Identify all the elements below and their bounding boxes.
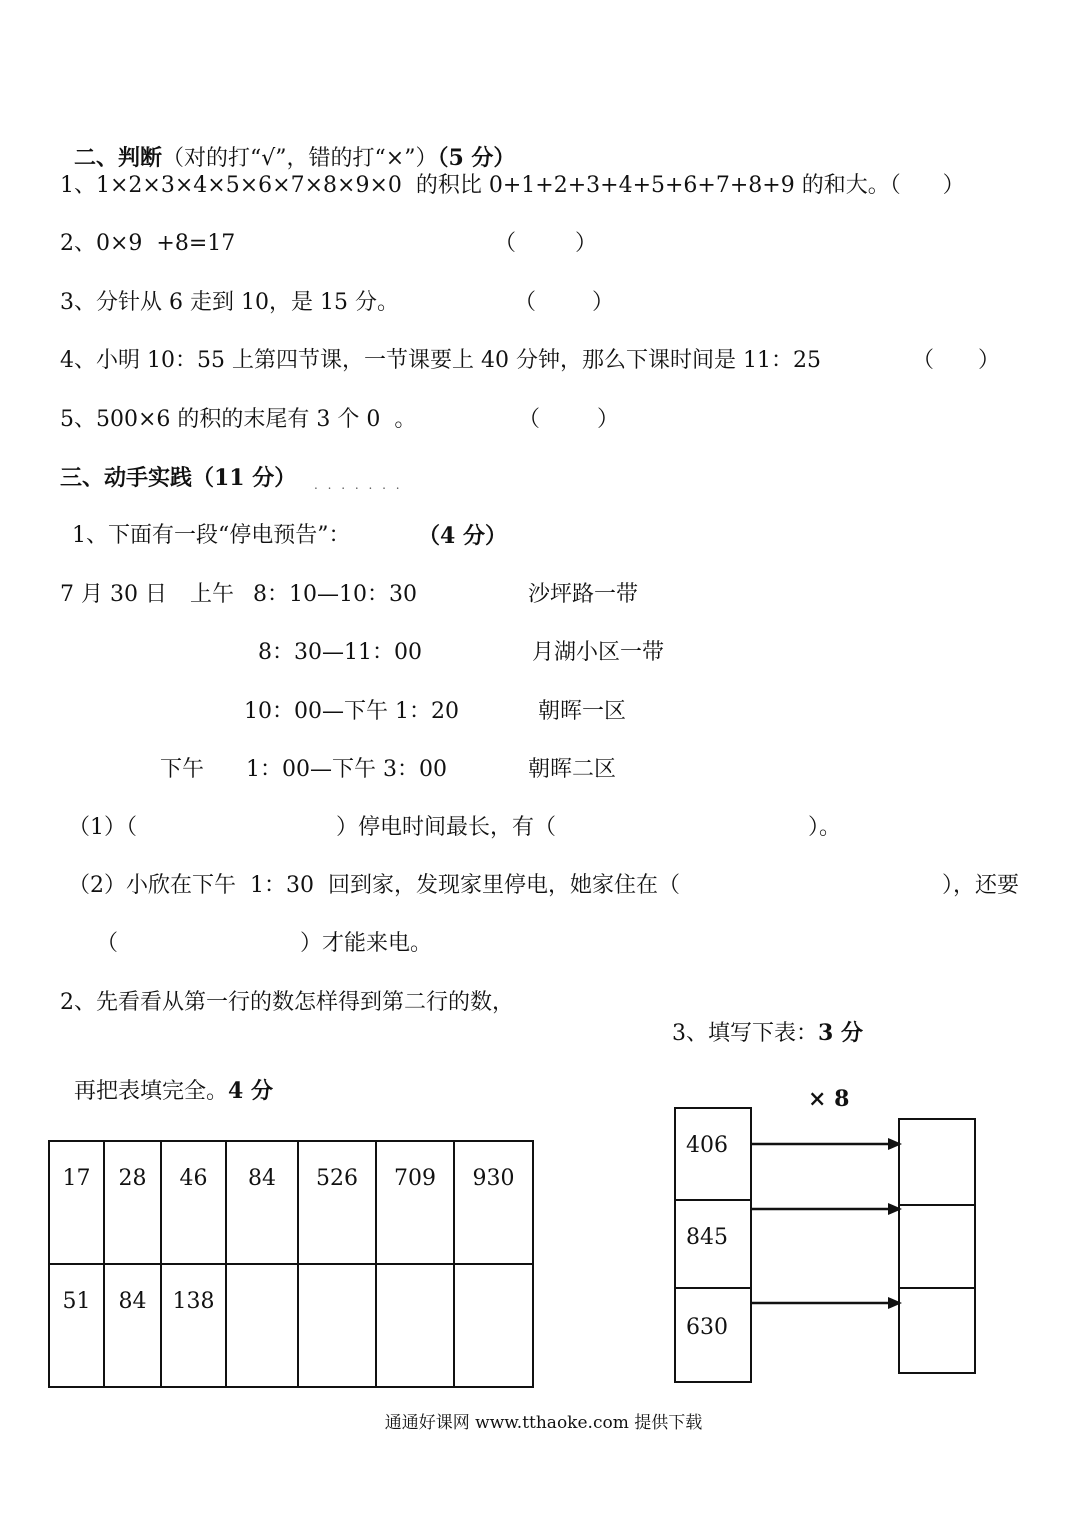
table-row — [49, 1141, 533, 1264]
answer-paren-open: （ — [514, 290, 537, 315]
q1-sub2-paren: （ — [96, 931, 119, 956]
q1-sub1-end: ）。 — [808, 815, 842, 840]
answer-paren-close: ） — [597, 407, 620, 432]
input-value: 406 — [686, 1133, 728, 1158]
schedule-time-1: 8：10—10：30 — [253, 582, 417, 607]
section-2-title-rest: （对的打“√”，错的打“×”） — [162, 146, 438, 171]
answer-cell[interactable] — [376, 1264, 454, 1387]
table-cell: 84 — [226, 1141, 298, 1264]
table-cell: 17 — [49, 1141, 104, 1264]
schedule-period-afternoon: 下午 — [160, 757, 205, 782]
table-cell: 930 — [454, 1141, 533, 1264]
answer-paren-open: （ — [518, 407, 541, 432]
q3-label-text: 3、填写下表： — [672, 1021, 818, 1046]
arrow-3 — [750, 1297, 902, 1309]
number-pattern-table — [48, 1140, 534, 1388]
schedule-time-4: 1：00—下午 3：00 — [246, 757, 447, 782]
answer-paren-close: ） — [592, 290, 615, 315]
schedule-place-2: 月湖小区一带 — [532, 640, 665, 665]
cell-divider — [676, 1199, 750, 1201]
judge-item-1: 1、1×2×3×4×5×6×7×8×9×0 的积比 0+1+2+3+4+5+6+7+8+9 的和大。（ ） — [60, 173, 965, 198]
q2-line-1: 2、先看看从第一行的数怎样得到第二行的数， — [60, 990, 514, 1015]
table-cell: 51 — [49, 1264, 104, 1387]
q2-line-2 — [60, 1046, 273, 1107]
section-2-title — [60, 113, 515, 174]
schedule-place-1: 沙坪路一带 — [528, 582, 639, 607]
table-cell: 138 — [161, 1264, 226, 1387]
table-cell: 709 — [376, 1141, 454, 1264]
cell-divider — [900, 1204, 974, 1206]
answer-paren-open: （ — [912, 348, 935, 373]
output-column — [898, 1118, 976, 1374]
q1-sub2-middle: ），还要 — [942, 873, 1020, 898]
section-2-title-bold: 二、判断 — [74, 145, 163, 171]
answer-cell[interactable] — [454, 1264, 533, 1387]
q2-score: 4 分 — [228, 1078, 273, 1104]
judge-item-3: 3、分针从 6 走到 10，是 15 分。 — [60, 290, 399, 315]
section-3-title: 三、动手实践（11 分） — [60, 465, 297, 491]
table-cell: 46 — [161, 1141, 226, 1264]
schedule-place-3: 朝晖一区 — [538, 699, 627, 724]
schedule-period: 上午 — [190, 582, 235, 607]
schedule-time-2: 8：30—11：00 — [258, 640, 422, 665]
answer-paren-open: （ — [494, 231, 517, 256]
schedule-time-3: 10：00—下午 1：20 — [244, 699, 459, 724]
answer-paren-close: ） — [978, 348, 1001, 373]
q3-label — [658, 988, 863, 1049]
page-footer: 通通好课网 www.tthaoke.com 提供下载 — [384, 1413, 703, 1433]
arrows — [748, 1130, 904, 1320]
cell-divider — [900, 1287, 974, 1289]
q1-sub1-middle: ）停电时间最长，有（ — [336, 815, 557, 840]
table-cell: 84 — [104, 1264, 161, 1387]
input-value: 630 — [686, 1315, 728, 1340]
multiply-operator: × 8 — [808, 1086, 850, 1112]
answer-cell[interactable] — [226, 1264, 298, 1387]
schedule-date: 7 月 30 日 — [60, 582, 167, 607]
input-value: 845 — [686, 1225, 728, 1250]
judge-item-4: 4、小明 10：55 上第四节课，一节课要上 40 分钟，那么下课时间是 11：25 — [60, 348, 821, 373]
q1-label: 1、下面有一段“停电预告”： — [72, 523, 351, 548]
q1-sub2-end: ）才能来电。 — [300, 931, 433, 956]
q1-score: （4 分） — [418, 523, 507, 549]
q1-sub1-start: （1）（ — [68, 815, 137, 840]
judge-item-5: 5、500×6 的积的末尾有 3 个 0 。 — [60, 407, 417, 432]
table-cell: 526 — [298, 1141, 376, 1264]
input-column — [674, 1107, 752, 1383]
q3-score: 3 分 — [818, 1020, 863, 1046]
table-cell: 28 — [104, 1141, 161, 1264]
answer-paren-close: ） — [575, 231, 598, 256]
arrow-2 — [750, 1203, 902, 1215]
q1-sub2-start: （2）小欣在下午 1：30 回到家，发现家里停电，她家住在（ — [68, 873, 680, 898]
arrow-1 — [750, 1138, 902, 1150]
q2-line-2-text: 再把表填完全。 — [74, 1079, 229, 1104]
section-2-score: （5 分） — [437, 145, 516, 171]
schedule-place-4: 朝晖二区 — [528, 757, 617, 782]
dot-leader: . . . . . . . — [314, 478, 403, 492]
table-row — [49, 1264, 533, 1387]
judge-item-2: 2、0×9 +8=17 — [60, 231, 236, 256]
answer-cell[interactable] — [298, 1264, 376, 1387]
cell-divider — [676, 1287, 750, 1289]
